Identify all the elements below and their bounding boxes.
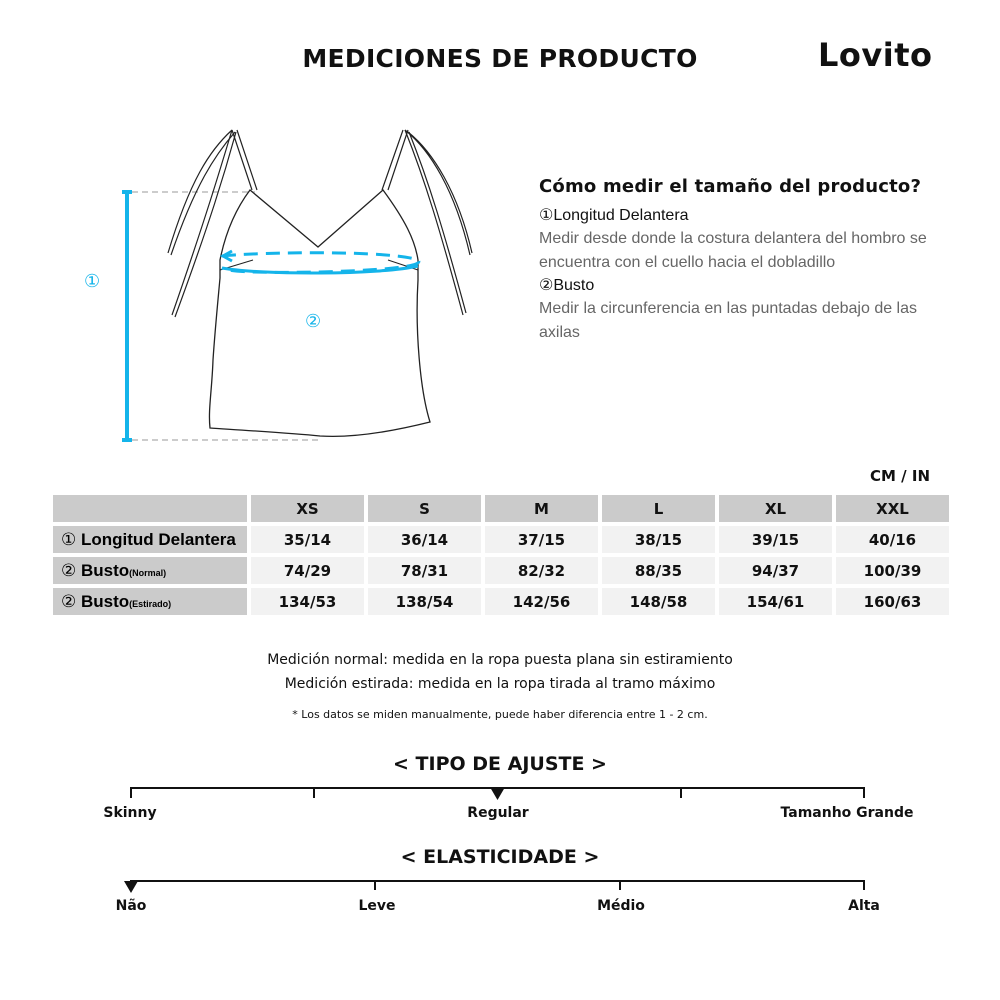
note-stretched-measurement: Medición estirada: medida en la ropa tirada al tramo máximo <box>284 676 716 692</box>
brand-logo: Lovito <box>818 36 933 74</box>
row-label-text: Busto <box>80 591 130 611</box>
table-cell: 100/39 <box>836 557 949 584</box>
header-empty-cell <box>53 495 247 522</box>
table-cell: 74/29 <box>251 557 364 584</box>
marker-2: ② <box>305 311 322 332</box>
table-cell: 94/37 <box>719 557 832 584</box>
fit-label-regular: Regular <box>467 805 529 821</box>
fit-label-large: Tamanho Grande <box>780 805 914 821</box>
marker-1: ① <box>84 271 101 292</box>
table-cell: 39/15 <box>719 526 832 553</box>
table-cell: 138/54 <box>368 588 481 615</box>
row-marker: ② <box>61 560 77 580</box>
size-header: XS <box>251 495 364 522</box>
table-cell: 82/32 <box>485 557 598 584</box>
table-cell: 38/15 <box>602 526 715 553</box>
row-label <box>53 557 247 584</box>
fit-selected-marker-icon <box>491 788 505 800</box>
row-qualifier: (Estirado) <box>129 598 172 609</box>
row-qualifier: (Normal) <box>129 567 167 578</box>
row-marker: ① <box>61 529 77 549</box>
elasticity-label-medium: Médio <box>597 898 645 914</box>
table-row <box>53 557 949 584</box>
table-cell: 142/56 <box>485 588 598 615</box>
table-cell: 36/14 <box>368 526 481 553</box>
units-label: CM / IN <box>870 467 930 485</box>
row-label-text: Busto <box>80 560 130 580</box>
row-label-text: Longitud Delantera <box>80 529 236 549</box>
size-header: S <box>368 495 481 522</box>
row-label <box>53 588 247 615</box>
size-header: XL <box>719 495 832 522</box>
how-to-heading: Cómo medir el tamaño del producto? <box>539 176 922 197</box>
fit-label-skinny: Skinny <box>103 805 157 821</box>
measure-item-description: Medir desde donde la costura delantera del hombro se encuentra con el cuello hacia el dobladillo <box>539 230 927 271</box>
fit-scale-title: < TIPO DE AJUSTE > <box>393 753 607 775</box>
table-row <box>53 588 949 615</box>
size-table <box>49 491 953 619</box>
measure-item-description: Medir la circunferencia en las puntadas debajo de las axilas <box>539 300 918 341</box>
table-cell: 78/31 <box>368 557 481 584</box>
how-to-measure-panel <box>539 176 939 345</box>
table-row <box>53 526 949 553</box>
table-cell: 134/53 <box>251 588 364 615</box>
note-normal-measurement: Medición normal: medida en la ropa puesta plana sin estiramiento <box>267 652 733 668</box>
table-header-row <box>53 495 949 522</box>
table-cell: 40/16 <box>836 526 949 553</box>
garment-diagram <box>60 110 480 460</box>
disclaimer-note: * Los datos se miden manualmente, puede haber diferencia entre 1 - 2 cm. <box>292 708 708 721</box>
table-cell: 160/63 <box>836 588 949 615</box>
row-label <box>53 526 247 553</box>
elasticity-scale-title: < ELASTICIDADE > <box>400 846 600 868</box>
page-title-text: MEDICIONES DE PRODUCTO <box>302 44 698 73</box>
table-cell: 35/14 <box>251 526 364 553</box>
table-cell: 154/61 <box>719 588 832 615</box>
table-cell: 88/35 <box>602 557 715 584</box>
measure-item-title: ②Busto <box>539 277 595 294</box>
size-header: M <box>485 495 598 522</box>
table-cell: 37/15 <box>485 526 598 553</box>
table-cell: 148/58 <box>602 588 715 615</box>
elasticity-selected-marker-icon <box>124 881 138 893</box>
row-marker: ② <box>61 591 77 611</box>
size-header: L <box>602 495 715 522</box>
elasticity-label-light: Leve <box>358 898 396 914</box>
size-header: XXL <box>836 495 949 522</box>
elasticity-label-none: Não <box>115 898 147 914</box>
measure-item-title: ①Longitud Delantera <box>539 207 689 224</box>
elasticity-label-high: Alta <box>848 898 880 914</box>
